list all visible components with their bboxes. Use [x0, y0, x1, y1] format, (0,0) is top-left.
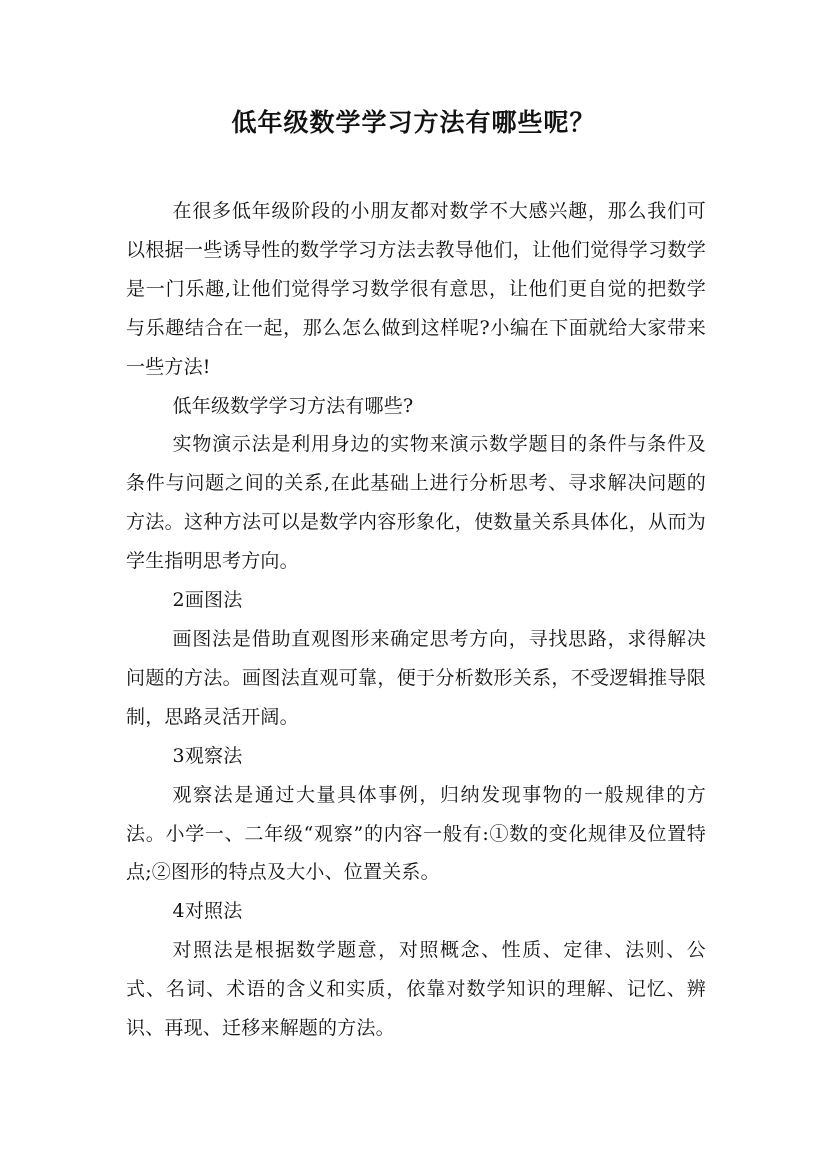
drawing-method-heading: 2画图法: [172, 589, 243, 612]
object-demo-paragraph: 实物演示法是利用身边的实物来演示数学题目的条件与条件及条件与问题之间的关系,在此基础上进行分析思考、寻求解决问题的方法。这种方法可以是数学内容形象化，使数量关系具体化，从而为学生指明思考方向。: [126, 433, 706, 573]
comparison-method-heading: 4对照法: [172, 900, 243, 923]
observation-method-heading: 3观察法: [172, 744, 243, 767]
observation-method-paragraph: 观察法是通过大量具体事例，归纳发现事物的一般规律的方法。小学一、二年级“观察”的内容一般有:①数的变化规律及位置特点;②图形的特点及大小、位置关系。: [126, 783, 706, 884]
intro-paragraph: 在很多低年级阶段的小朋友都对数学不大感兴趣，那么我们可以根据一些诱导性的数学学习方法去教导他们，让他们觉得学习数学是一门乐趣,让他们觉得学习数学很有意思，让他们更自觉的把数学与乐趣结合在一起，那么怎么做到这样呢?小编在下面就给大家带来一些方法!: [126, 200, 706, 378]
section-question-heading: 低年级数学学习方法有哪些?: [172, 394, 414, 417]
document-body: [126, 192, 706, 1048]
comparison-method-paragraph: 对照法是根据数学题意，对照概念、性质、定律、法则、公式、名词、术语的含义和实质，依靠对数学知识的理解、记忆、辨识、再现、迁移来解题的方法。: [126, 939, 706, 1040]
document-title: 低年级数学学习方法有哪些呢？: [231, 108, 596, 137]
drawing-method-paragraph: 画图法是借助直观图形来确定思考方向，寻找思路，求得解决问题的方法。画图法直观可靠，便于分析数形关系，不受逻辑推导限制，思路灵活开阔。: [126, 627, 706, 728]
